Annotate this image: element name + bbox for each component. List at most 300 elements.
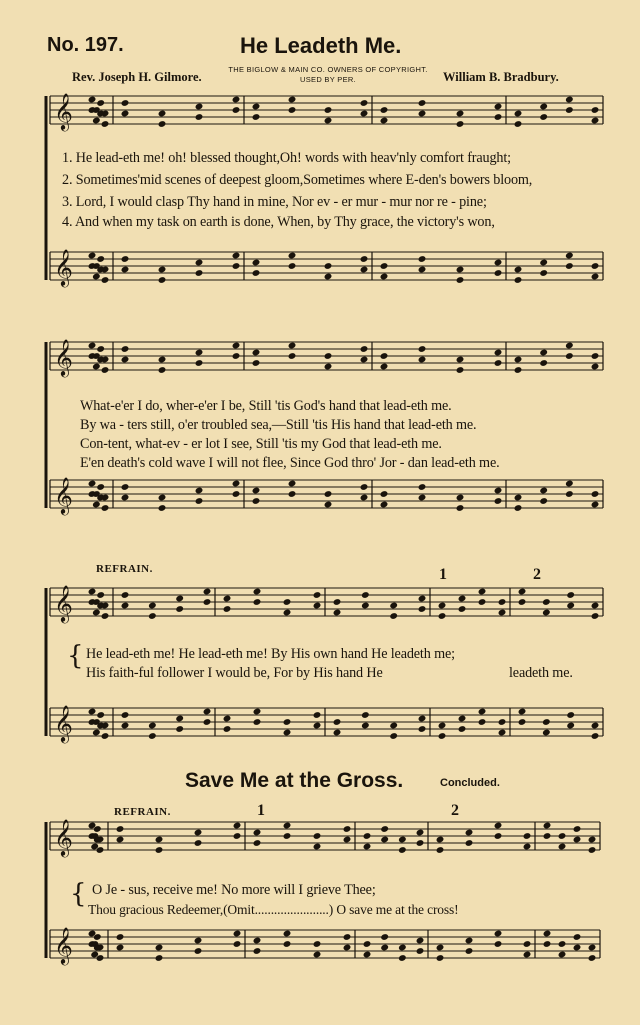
system-2-bass-note-icon [494, 487, 503, 495]
second-refrain-line-1: O Je - sus, receive me! No more will I grieve Thee; [92, 882, 376, 898]
system-1-treble-note-icon [591, 106, 600, 114]
system-3-treble-note-icon [518, 588, 527, 596]
system-2-treble-note-icon [96, 345, 105, 353]
system-1-bass-note-icon [514, 266, 523, 274]
system-4-bass-note-icon [494, 940, 503, 948]
system-3-bass-note-icon [566, 722, 575, 730]
system-3-bass-note-icon [458, 715, 467, 723]
system-1-bass-note-icon [158, 266, 167, 274]
system-4-treble-note-icon [398, 836, 407, 844]
system-2-bass-note-icon [324, 490, 333, 498]
system-3-bass-note-icon [101, 732, 110, 740]
system-2-treble-note-icon [539, 359, 548, 367]
system-4-treble-note-icon [573, 836, 582, 844]
system-2-bass-note-icon [565, 480, 574, 488]
system-2-treble-note-icon [324, 352, 333, 360]
system-2-treble-note-icon [380, 363, 389, 371]
system-3-bass-note-icon [88, 708, 97, 716]
system-4-treble-note-icon [233, 822, 242, 830]
system-1-bass-note-icon [121, 266, 130, 274]
system-4-treble-note-icon [494, 822, 503, 830]
system-1-treble-note-icon [96, 99, 105, 107]
system-4-bass-note-icon [588, 944, 597, 952]
system-2-bass-note-icon [539, 487, 548, 495]
system-2-bass-note-icon [456, 494, 465, 502]
system-3-bass-note-icon [418, 715, 427, 723]
system-4-bass-note-icon [494, 930, 503, 938]
system-2-bass-note-icon [232, 480, 241, 488]
system-2-bass-note-icon [591, 490, 600, 498]
system-3-treble-note-icon [92, 609, 101, 617]
composer-credit: William B. Bradbury. [443, 70, 559, 84]
system-4-treble-note-icon [194, 829, 203, 837]
system-2-treble-note-icon [418, 345, 427, 353]
system-4-treble-note-icon [116, 825, 125, 833]
system-2-treble-note-icon [288, 342, 297, 350]
system-3-bass-note-icon [458, 725, 467, 733]
system-3-treble-note-icon [88, 588, 97, 596]
system-4-bass-note-icon [543, 940, 552, 948]
system-1-bass-note-icon [324, 262, 333, 270]
system-2-bass-note-icon [494, 497, 503, 505]
system-3-treble-note-icon [418, 595, 427, 603]
system-1-bass-note-icon [494, 269, 503, 277]
system-4-treble-note-icon [194, 839, 203, 847]
system-4-bass-note-icon [380, 933, 389, 941]
system-3-treble-note-icon [333, 609, 342, 617]
system-1-bass-note-icon [92, 273, 101, 281]
system-3-bass-note-icon [313, 722, 322, 730]
system-3-treble-note-icon [101, 612, 110, 620]
verse-line-4b: E'en death's cold wave I will not flee, Since God thro' Jor - dan lead-eth me. [80, 455, 500, 471]
system-4-bass-note-icon [573, 933, 582, 941]
system-3-treble-note-icon [518, 598, 527, 606]
system-3-bass-note-icon [175, 715, 184, 723]
system-1-bass-note-icon [232, 252, 241, 260]
system-3-bass-note-icon [333, 729, 342, 737]
system-3-bass-note-icon [518, 718, 527, 726]
system-4-treble-note-icon [313, 832, 322, 840]
system-2-bass-note-icon [252, 497, 261, 505]
system-3-treble-note-icon [566, 591, 575, 599]
system-2-treble-note-icon [158, 356, 167, 364]
system-1-bass-note-icon [539, 259, 548, 267]
system-2-bass-note-icon [380, 501, 389, 509]
system-2-bass-note-icon [514, 504, 523, 512]
refrain-line-2-end: leadeth me. [509, 665, 573, 681]
system-3-treble-note-icon [313, 591, 322, 599]
system-3-bass-note-icon [223, 715, 232, 723]
system-2-bass-note-icon [158, 494, 167, 502]
system-1-treble-note-icon [288, 106, 297, 114]
system-3-bass-note-icon [96, 711, 105, 719]
second-first-ending-number: 1 [257, 802, 265, 819]
first-ending-number: 1 [439, 566, 447, 583]
system-1-treble-note-icon [195, 103, 204, 111]
system-2-bass-note-icon [158, 504, 167, 512]
system-3-bass-note-icon [498, 729, 507, 737]
copyright-line: THE BIGLOW & MAIN CO. OWNERS OF COPYRIGHT. [228, 65, 428, 74]
system-3-bass-note-icon [361, 711, 370, 719]
system-3-bass-note-icon [518, 708, 527, 716]
system-2-treble-note-icon [360, 356, 369, 364]
system-3-treble-note-icon [148, 612, 157, 620]
system-4-treble-note-icon [436, 836, 445, 844]
system-2-bass-note-icon [288, 490, 297, 498]
system-4-bass-note-icon [416, 947, 425, 955]
system-3-treble-note-icon [175, 605, 184, 613]
system-4-bass-note-icon [313, 940, 322, 948]
system-1-treble-note-icon [514, 110, 523, 118]
system-4-bass-note-icon [380, 944, 389, 952]
system-1-bass-note-icon [158, 276, 167, 284]
system-3-bass-note-icon [438, 732, 447, 740]
system-1-treble-note-icon [360, 110, 369, 118]
system-4-treble-note-icon [155, 836, 164, 844]
system-3-bass-note-icon [389, 722, 398, 730]
system-2-treble-note-icon [514, 366, 523, 374]
system-2-treble-note-icon [121, 345, 130, 353]
permission-line: USED BY PER. [300, 75, 356, 84]
system-3-bass-note-icon [566, 711, 575, 719]
verse-line-3b: Con-tent, what-ev - er lot I see, Still 'tis my God that lead-eth me. [80, 436, 442, 452]
system-1-bass-note-icon [418, 266, 427, 274]
system-2-bass-note-icon [360, 483, 369, 491]
system-3-treble-note-icon [253, 588, 262, 596]
system-2-bass-note-icon [288, 480, 297, 488]
system-3-treble-note-icon [223, 605, 232, 613]
system-2-treble-note-icon [514, 356, 523, 364]
system-1-treble-note-icon [158, 110, 167, 118]
system-3-treble-note-icon [591, 612, 600, 620]
system-2-treble-note-icon [591, 363, 600, 371]
brace-icon: { [67, 641, 84, 671]
system-1-treble-note-icon [456, 110, 465, 118]
system-2-treble-note-icon [158, 366, 167, 374]
system-3-bass-note-icon [361, 722, 370, 730]
system-2-treble-note-icon [195, 349, 204, 357]
system-3-treble-note-icon [361, 591, 370, 599]
system-1-bass-note-icon [101, 276, 110, 284]
system-3-treble-note-icon [333, 598, 342, 606]
system-3-treble-note-icon [121, 591, 130, 599]
system-4-bass-note-icon [343, 944, 352, 952]
system-3-bass-note-icon [148, 722, 157, 730]
copyright-notice [210, 65, 446, 85]
system-1-treble-note-icon [121, 99, 130, 107]
system-3-treble-note-icon [418, 605, 427, 613]
system-1-treble-clef-icon: 𝄞 [54, 92, 73, 130]
system-1-treble-note-icon [539, 113, 548, 121]
system-3-bass-note-icon [175, 725, 184, 733]
system-3-treble-note-icon [223, 595, 232, 603]
system-1-treble-note-icon [591, 117, 600, 125]
system-2-bass-note-icon [88, 480, 97, 488]
system-1-treble-note-icon [158, 120, 167, 128]
system-4-bass-note-icon [343, 933, 352, 941]
system-4-bass-note-icon [436, 954, 445, 962]
system-3-bass-note-icon [203, 708, 212, 716]
system-4-treble-note-icon [116, 836, 125, 844]
system-3-treble-note-icon [121, 602, 130, 610]
refrain-line-1: He lead-eth me! He lead-eth me! By His own hand He leadeth me; [86, 646, 455, 662]
system-2-bass-note-icon [324, 501, 333, 509]
second-refrain-label: REFRAIN. [114, 806, 171, 818]
system-3-treble-note-icon [203, 598, 212, 606]
system-3-treble-note-icon [438, 602, 447, 610]
system-4-bass-note-icon [398, 944, 407, 952]
system-2-treble-note-icon [324, 363, 333, 371]
system-2-bass-clef-icon: 𝄞 [54, 476, 73, 514]
system-4-bass-note-icon [233, 940, 242, 948]
system-2-bass-note-icon [252, 487, 261, 495]
system-3-bass-note-icon [478, 708, 487, 716]
system-2-treble-note-icon [565, 342, 574, 350]
system-1-bass-clef-icon: 𝄞 [54, 248, 73, 286]
system-2-treble-note-icon [232, 352, 241, 360]
system-1-treble-note-icon [232, 96, 241, 104]
system-4-treble-note-icon [436, 846, 445, 854]
system-4-bass-note-icon [363, 951, 372, 959]
system-4-treble-note-icon [283, 822, 292, 830]
system-4-treble-note-icon [253, 839, 262, 847]
system-2-bass-note-icon [121, 483, 130, 491]
system-4-bass-note-icon [416, 937, 425, 945]
refrain-line-2: His faith-ful follower I would be, For by His hand He [86, 665, 383, 681]
system-3-bass-note-icon [223, 725, 232, 733]
system-3-treble-note-icon [542, 598, 551, 606]
system-2-bass-note-icon [92, 501, 101, 509]
system-4-treble-note-icon [253, 829, 262, 837]
system-2-treble-note-icon [591, 352, 600, 360]
system-1-treble-note-icon [418, 99, 427, 107]
system-1-treble-note-icon [565, 106, 574, 114]
system-4-bass-note-icon [155, 954, 164, 962]
second-hymn-title: Save Me at the Gross. [185, 769, 404, 792]
system-1-treble-note-icon [456, 120, 465, 128]
system-4-bass-note-icon [116, 944, 125, 952]
author-credit: Rev. Joseph H. Gilmore. [72, 70, 202, 84]
system-1-bass-note-icon [88, 252, 97, 260]
system-3-bass-note-icon [313, 711, 322, 719]
system-2-treble-note-icon [288, 352, 297, 360]
verse-line-1b: What-e'er I do, wher-e'er I be, Still 'tis God's hand that lead-eth me. [80, 398, 452, 414]
system-2-bass-note-icon [418, 494, 427, 502]
verse-line-2b: By wa - ters still, o'er troubled sea,—Still 'tis His hand that lead-eth me. [80, 417, 477, 433]
system-2-treble-note-icon [380, 352, 389, 360]
system-2-treble-note-icon [88, 342, 97, 350]
system-3-bass-note-icon [203, 718, 212, 726]
system-3-treble-note-icon [458, 595, 467, 603]
system-3-bass-note-icon [498, 718, 507, 726]
system-1-bass-note-icon [96, 255, 105, 263]
system-4-treble-note-icon [588, 836, 597, 844]
system-4-bass-note-icon [436, 944, 445, 952]
system-4-treble-note-icon [465, 839, 474, 847]
system-3-bass-note-icon [418, 725, 427, 733]
system-4-treble-note-icon [398, 846, 407, 854]
system-3-treble-note-icon [566, 602, 575, 610]
system-1-bass-note-icon [380, 262, 389, 270]
system-3-bass-note-icon [283, 729, 292, 737]
system-1-treble-note-icon [92, 117, 101, 125]
system-3-treble-note-icon [96, 591, 105, 599]
system-3-treble-note-icon [253, 598, 262, 606]
system-4-treble-note-icon [543, 822, 552, 830]
system-2-treble-note-icon [252, 349, 261, 357]
system-2-treble-note-icon [456, 356, 465, 364]
system-1-bass-note-icon [232, 262, 241, 270]
system-3-treble-note-icon [591, 602, 600, 610]
system-4-bass-note-icon [573, 944, 582, 952]
system-4-treble-note-icon [494, 832, 503, 840]
system-1-bass-note-icon [494, 259, 503, 267]
system-1-bass-note-icon [324, 273, 333, 281]
second-second-ending-number: 2 [451, 802, 459, 819]
verse-line-2a: 2. Sometimes'mid scenes of deepest gloom,Sometimes where E-den's bowers bloom, [62, 172, 533, 188]
system-1-treble-note-icon [539, 103, 548, 111]
system-2-treble-note-icon [494, 349, 503, 357]
system-2-treble-note-icon [494, 359, 503, 367]
system-1-treble-note-icon [494, 103, 503, 111]
verse-line-4a: 4. And when my task on earth is done, When, by Thy grace, the victory's won, [62, 214, 495, 230]
system-4-treble-note-icon [465, 829, 474, 837]
system-4-bass-note-icon [253, 947, 262, 955]
hymn-number: No. 197. [47, 34, 124, 56]
system-3-bass-note-icon [92, 729, 101, 737]
system-4-treble-note-icon [573, 825, 582, 833]
system-1-treble-note-icon [252, 113, 261, 121]
system-3-bass-note-icon [542, 729, 551, 737]
system-3-treble-note-icon [175, 595, 184, 603]
system-1-bass-note-icon [360, 266, 369, 274]
system-3-treble-note-icon [498, 609, 507, 617]
system-4-bass-note-icon [523, 940, 532, 948]
system-1-bass-note-icon [418, 255, 427, 263]
system-2-treble-note-icon [456, 366, 465, 374]
system-4-bass-note-icon [523, 951, 532, 959]
system-4-bass-note-icon [588, 954, 597, 962]
system-4-treble-note-icon [363, 843, 372, 851]
system-2-bass-note-icon [591, 501, 600, 509]
system-1-bass-note-icon [252, 269, 261, 277]
system-4-treble-note-icon [380, 836, 389, 844]
system-1-treble-note-icon [232, 106, 241, 114]
system-3-treble-note-icon [498, 598, 507, 606]
system-3-bass-note-icon [283, 718, 292, 726]
system-4-bass-note-icon [253, 937, 262, 945]
system-3-bass-note-icon [253, 718, 262, 726]
system-2-treble-note-icon [565, 352, 574, 360]
hymn-title: He Leadeth Me. [240, 33, 402, 58]
system-4-bass-note-icon [558, 940, 567, 948]
system-1-treble-note-icon [514, 120, 523, 128]
system-2-bass-note-icon [101, 504, 110, 512]
system-4-bass-clef-icon: 𝄞 [54, 926, 73, 964]
system-2-bass-note-icon [360, 494, 369, 502]
concluded-note: Concluded. [440, 777, 500, 789]
system-3-bass-note-icon [591, 732, 600, 740]
system-3-treble-note-icon [148, 602, 157, 610]
system-1-treble-note-icon [418, 110, 427, 118]
system-2-bass-note-icon [565, 490, 574, 498]
system-4-bass-note-icon [558, 951, 567, 959]
second-ending-number: 2 [533, 566, 541, 583]
system-4-bass-note-icon [465, 947, 474, 955]
system-4-bass-note-icon [194, 947, 203, 955]
system-3-treble-note-icon [542, 609, 551, 617]
system-4-bass-note-icon [465, 937, 474, 945]
system-3-treble-note-icon [283, 598, 292, 606]
verse-line-3a: 3. Lord, I would clasp Thy hand in mine, Nor ev - er mur - mur nor re - pine; [62, 194, 487, 210]
system-4-bass-note-icon [543, 930, 552, 938]
system-1-bass-note-icon [591, 273, 600, 281]
system-1-treble-note-icon [380, 106, 389, 114]
system-4-treble-note-icon [558, 843, 567, 851]
system-1-treble-note-icon [195, 113, 204, 121]
system-2-bass-note-icon [514, 494, 523, 502]
system-3-treble-note-icon [478, 588, 487, 596]
system-4-bass-note-icon [283, 940, 292, 948]
system-1-bass-note-icon [456, 276, 465, 284]
system-3-bass-note-icon [478, 718, 487, 726]
system-1-bass-note-icon [456, 266, 465, 274]
second-brace-icon: { [70, 879, 87, 909]
system-2-treble-note-icon [418, 356, 427, 364]
system-3-bass-note-icon [333, 718, 342, 726]
system-3-bass-clef-icon: 𝄞 [54, 704, 73, 742]
system-1-bass-note-icon [539, 269, 548, 277]
system-1-bass-note-icon [565, 252, 574, 260]
system-2-bass-note-icon [418, 483, 427, 491]
system-4-treble-note-icon [343, 825, 352, 833]
system-1-treble-note-icon [121, 110, 130, 118]
system-2-treble-note-icon [539, 349, 548, 357]
second-refrain-line-2: Thou gracious Redeemer,(Omit.......................) O save me at the cross! [88, 902, 459, 917]
system-2-treble-note-icon [252, 359, 261, 367]
system-2-bass-note-icon [121, 494, 130, 502]
system-4-treble-note-icon [283, 832, 292, 840]
system-1-bass-note-icon [360, 255, 369, 263]
system-4-treble-note-icon [363, 832, 372, 840]
system-4-bass-note-icon [116, 933, 125, 941]
system-3-treble-note-icon [458, 605, 467, 613]
system-4-treble-note-icon [380, 825, 389, 833]
system-4-bass-note-icon [363, 940, 372, 948]
system-3-bass-note-icon [121, 722, 130, 730]
system-2-treble-note-icon [92, 363, 101, 371]
system-2-treble-note-icon [195, 359, 204, 367]
system-3-bass-note-icon [148, 732, 157, 740]
system-1-treble-note-icon [88, 96, 97, 104]
system-4-bass-note-icon [155, 944, 164, 952]
system-2-bass-note-icon [380, 490, 389, 498]
system-1-bass-note-icon [288, 262, 297, 270]
system-4-treble-note-icon [416, 839, 425, 847]
system-2-bass-note-icon [96, 483, 105, 491]
system-3-bass-note-icon [542, 718, 551, 726]
system-1-treble-note-icon [288, 96, 297, 104]
system-4-treble-note-icon [416, 829, 425, 837]
system-4-treble-note-icon [558, 832, 567, 840]
system-2-bass-note-icon [195, 497, 204, 505]
system-2-treble-note-icon [232, 342, 241, 350]
system-3-bass-note-icon [438, 722, 447, 730]
system-1-bass-note-icon [514, 276, 523, 284]
system-2-treble-note-icon [101, 366, 110, 374]
system-3-bass-note-icon [389, 732, 398, 740]
system-1-treble-note-icon [360, 99, 369, 107]
